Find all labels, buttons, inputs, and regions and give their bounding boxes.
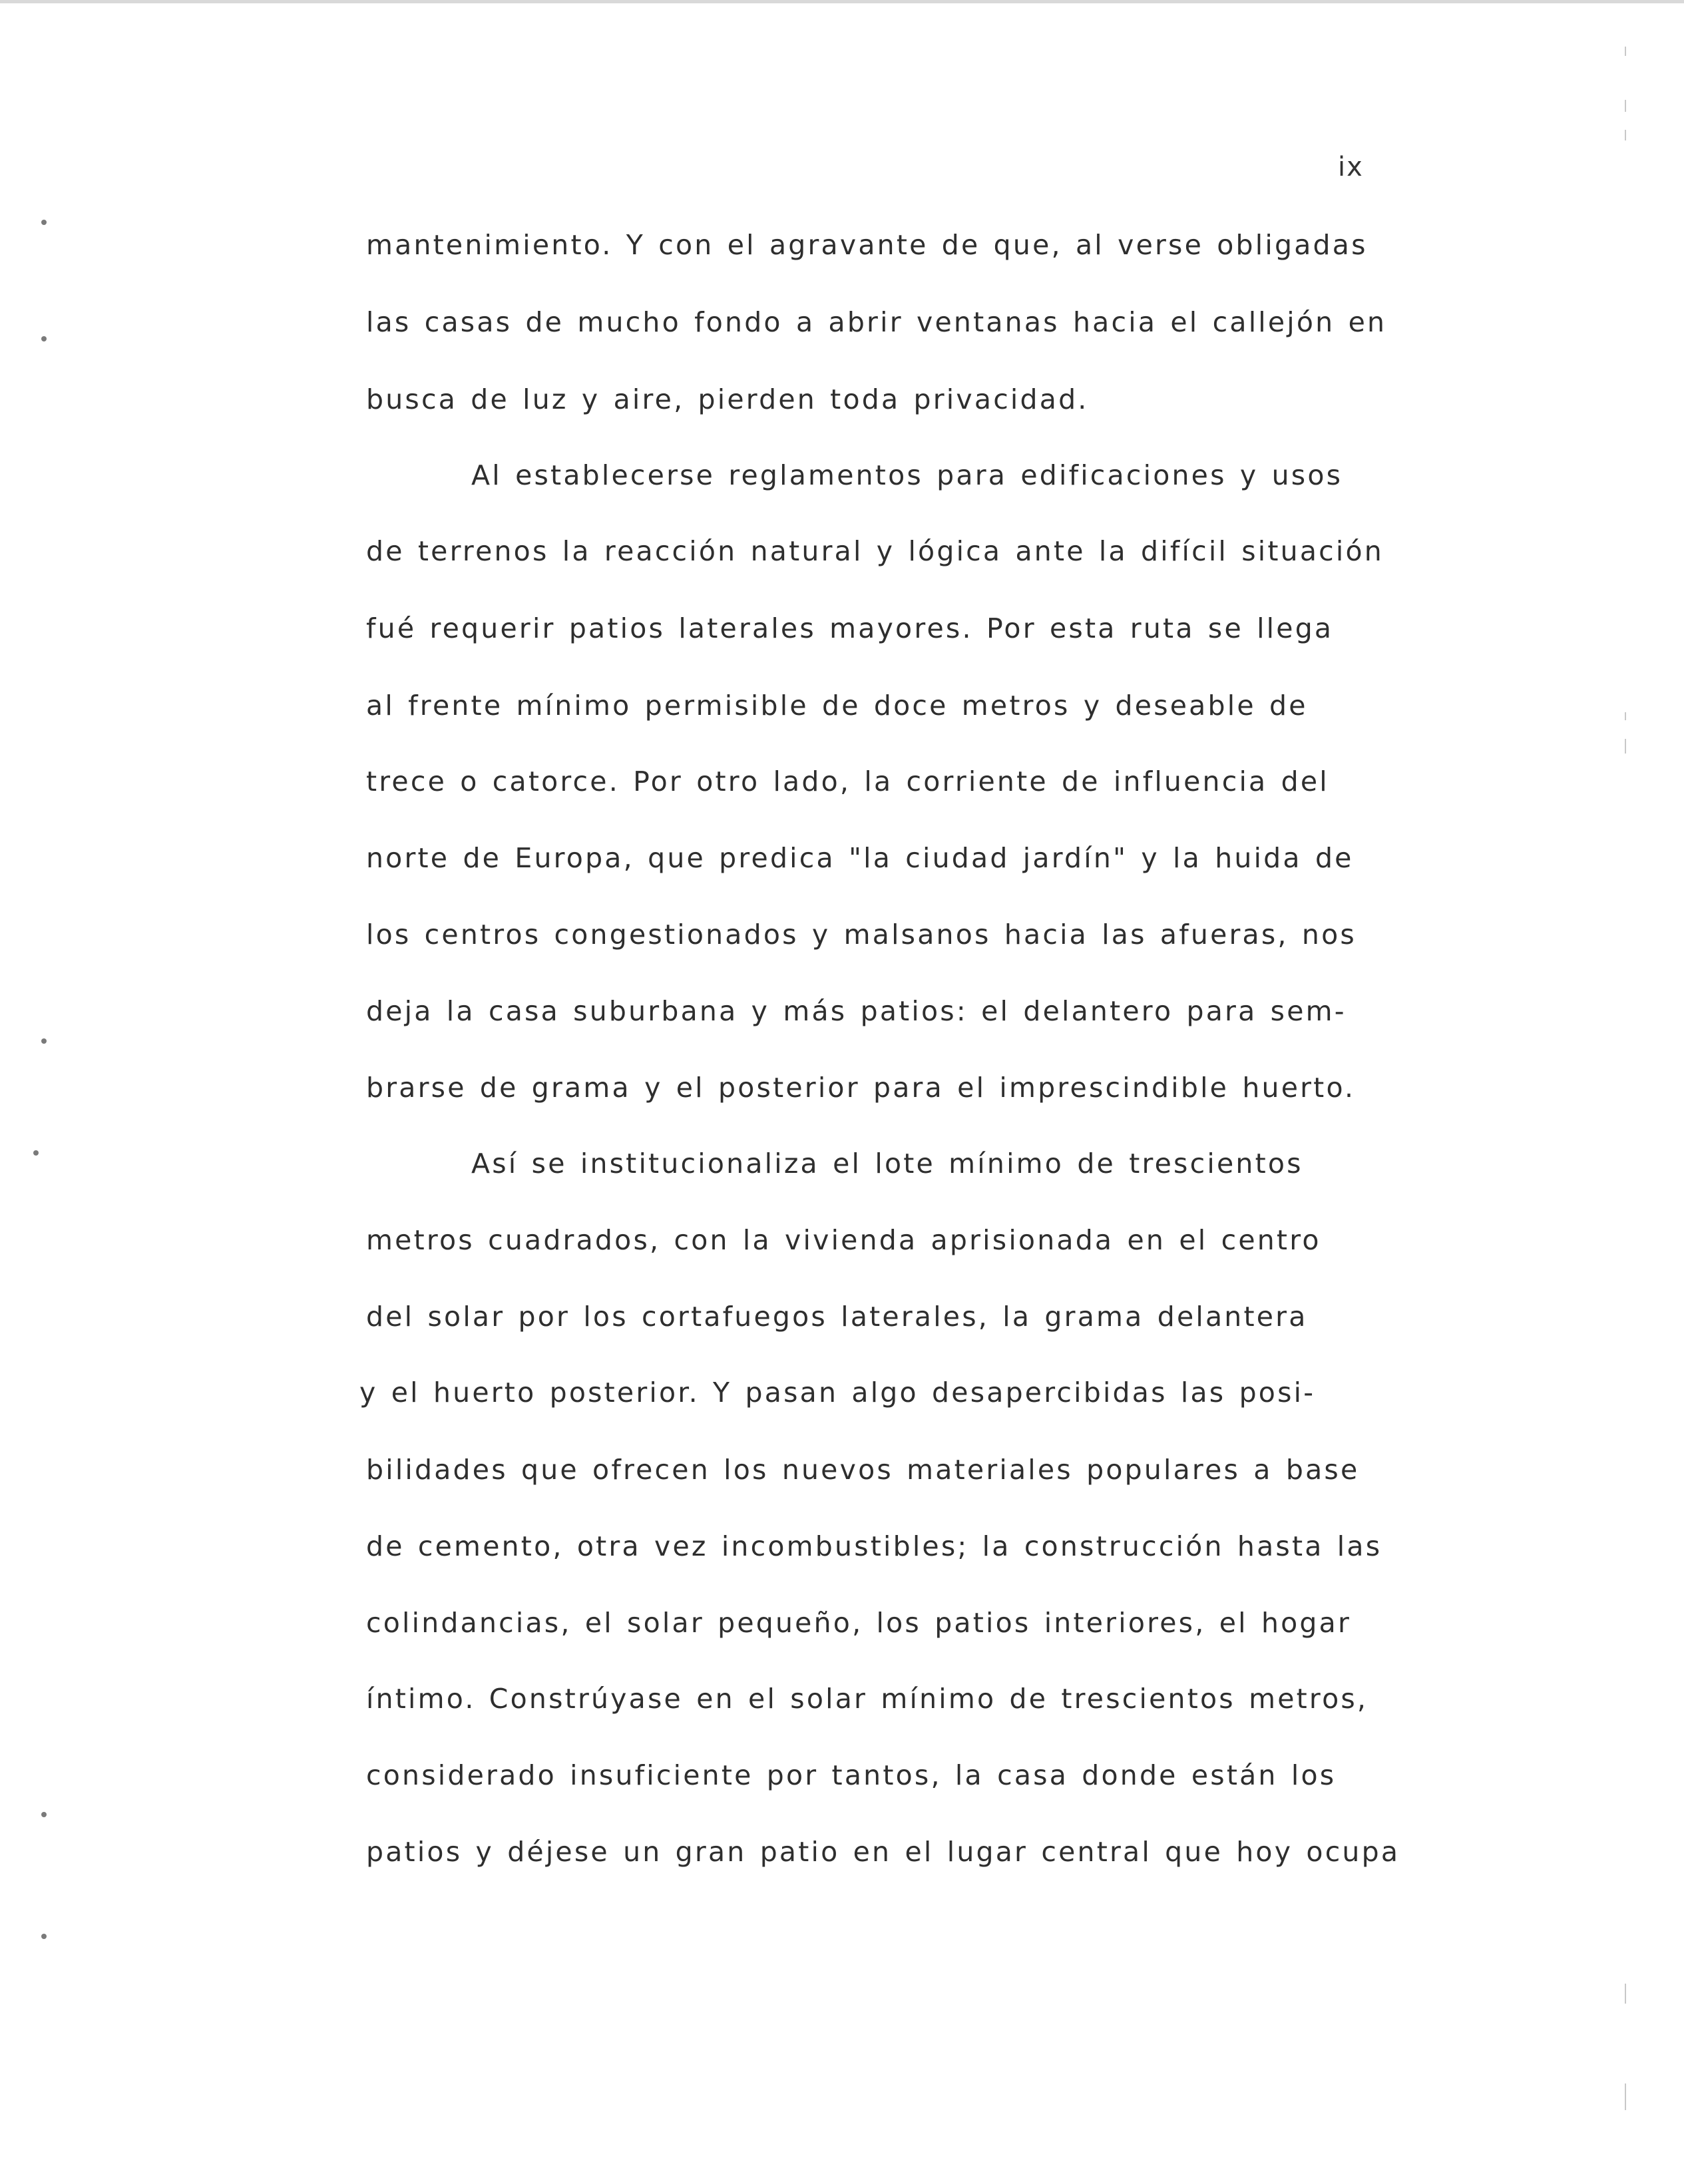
text-line: al frente mínimo permisible de doce metros y deseable de (366, 690, 1308, 722)
text-line: bilidades que ofrecen los nuevos materiales populares a base (366, 1454, 1360, 1486)
text-line: metros cuadrados, con la vivienda aprisionada en el centro (366, 1224, 1321, 1256)
paragraph-start-line: Al establecerse reglamentos para edificaciones y usos (471, 459, 1343, 491)
text-line: los centros congestionados y malsanos hacia las afueras, nos (366, 919, 1357, 951)
scan-edge-mark (1625, 712, 1626, 720)
text-line: busca de luz y aire, pierden toda privacidad. (366, 383, 1089, 415)
text-line: íntimo. Constrúyase en el solar mínimo de trescientos metros, (366, 1683, 1368, 1715)
text-line: mantenimiento. Y con el agravante de que, al verse obligadas (366, 229, 1368, 261)
scan-edge-mark (1625, 130, 1626, 140)
scan-speck (41, 336, 47, 341)
text-line: norte de Europa, que predica "la ciudad jardín" y la huida de (366, 842, 1354, 874)
page-number: ix (1338, 152, 1364, 182)
scan-speck (41, 220, 47, 225)
text-line: brarse de grama y el posterior para el imprescindible huerto. (366, 1072, 1356, 1104)
scan-edge-mark (1625, 100, 1626, 112)
text-line: las casas de mucho fondo a abrir ventanas hacia el callejón en (366, 306, 1387, 338)
text-line: trece o catorce. Por otro lado, la corriente de influencia del (366, 765, 1329, 797)
page-top-edge (0, 0, 1684, 3)
scan-edge-mark (1625, 2083, 1626, 2110)
text-line: y el huerto posterior. Y pasan algo desapercibidas las posi- (359, 1377, 1316, 1409)
scan-speck (41, 1812, 47, 1817)
text-line: colindancias, el solar pequeño, los patios interiores, el hogar (366, 1607, 1352, 1639)
scan-edge-mark (1625, 1984, 1626, 2004)
scan-edge-mark (1625, 739, 1626, 754)
paragraph-start-line: Así se institucionaliza el lote mínimo de trescientos (471, 1148, 1303, 1180)
scan-speck (33, 1150, 39, 1156)
scan-speck (41, 1934, 47, 1939)
text-line: de terrenos la reacción natural y lógica ante la difícil situación (366, 535, 1384, 567)
scan-speck (41, 1038, 47, 1044)
text-line: considerado insuficiente por tantos, la casa donde están los (366, 1759, 1337, 1791)
text-line: fué requerir patios laterales mayores. Por esta ruta se llega (366, 612, 1334, 644)
text-line: de cemento, otra vez incombustibles; la construcción hasta las (366, 1530, 1382, 1562)
text-line: deja la casa suburbana y más patios: el delantero para sem- (366, 995, 1347, 1027)
text-line: patios y déjese un gran patio en el lugar central que hoy ocupa (366, 1836, 1400, 1868)
text-line: del solar por los cortafuegos laterales, la grama delantera (366, 1301, 1308, 1333)
scan-edge-mark (1625, 47, 1626, 56)
